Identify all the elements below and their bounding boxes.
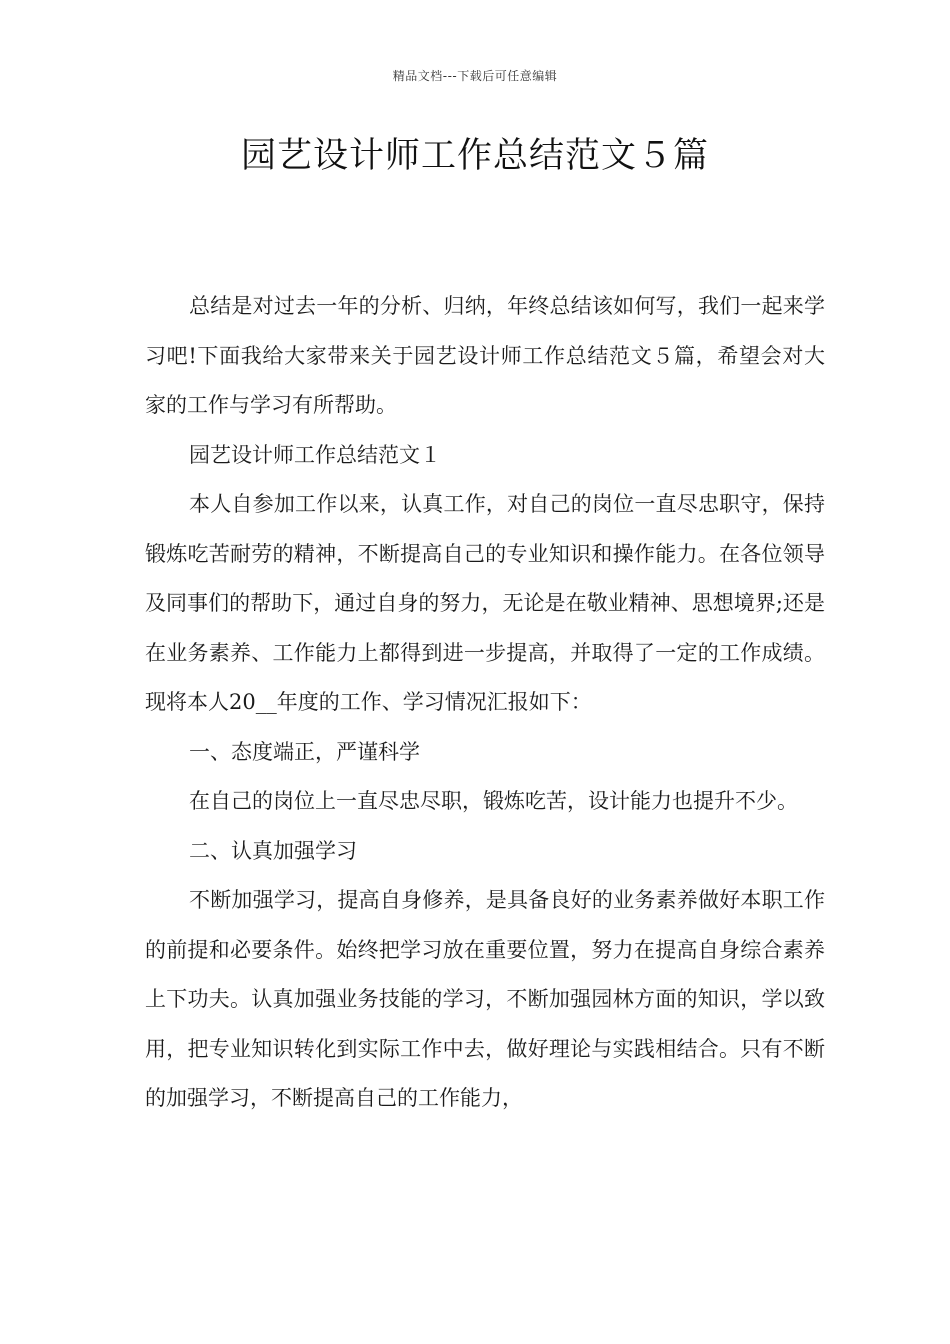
body-paragraph: 不断加强学习，提高自身修养，是具备良好的业务素养做好本职工作的前提和必要条件。始终把学习放在重要位置，努力在提高自身综合素养上下功夫。认真加强业务技能的学习，不断加强园林方面的知识，学以致用，把专业知识转化到实际工作中去，做好理论与实践相结合。只有不断的加强学习，不断提高自己的工作能力，	[145, 888, 825, 1110]
section-heading-article-1: 园艺设计师工作总结范文１	[189, 442, 441, 467]
body-paragraph: 本人自参加工作以来，认真工作，对自己的岗位一直尽忠职守，保持锻炼吃苦耐劳的精神，不断提高自己的专业知识和操作能力。在各位领导及同事们的帮助下，通过自身的努力，无论是在敬业精神、思想境界;还是在业务素养、工作能力上都得到进一步提高，并取得了一定的工作成绩。现将本人20__年度的工作、学习情况汇报如下：	[145, 492, 825, 714]
intro-paragraph: 总结是对过去一年的分析、归纳，年终总结该如何写，我们一起来学习吧!下面我给大家带来关于园艺设计师工作总结范文５篇，希望会对大家的工作与学习有所帮助。	[145, 294, 825, 417]
body-paragraph: 在自己的岗位上一直尽忠尽职，锻炼吃苦，设计能力也提升不少。	[189, 789, 798, 813]
document-body	[145, 282, 825, 1124]
document-title: 园艺设计师工作总结范文５篇	[240, 136, 709, 176]
section-heading-study: 二、认真加强学习	[189, 838, 357, 863]
section-heading-attitude: 一、态度端正，严谨科学	[189, 739, 420, 764]
header-note: 精品文档---下载后可任意编辑	[392, 69, 558, 83]
